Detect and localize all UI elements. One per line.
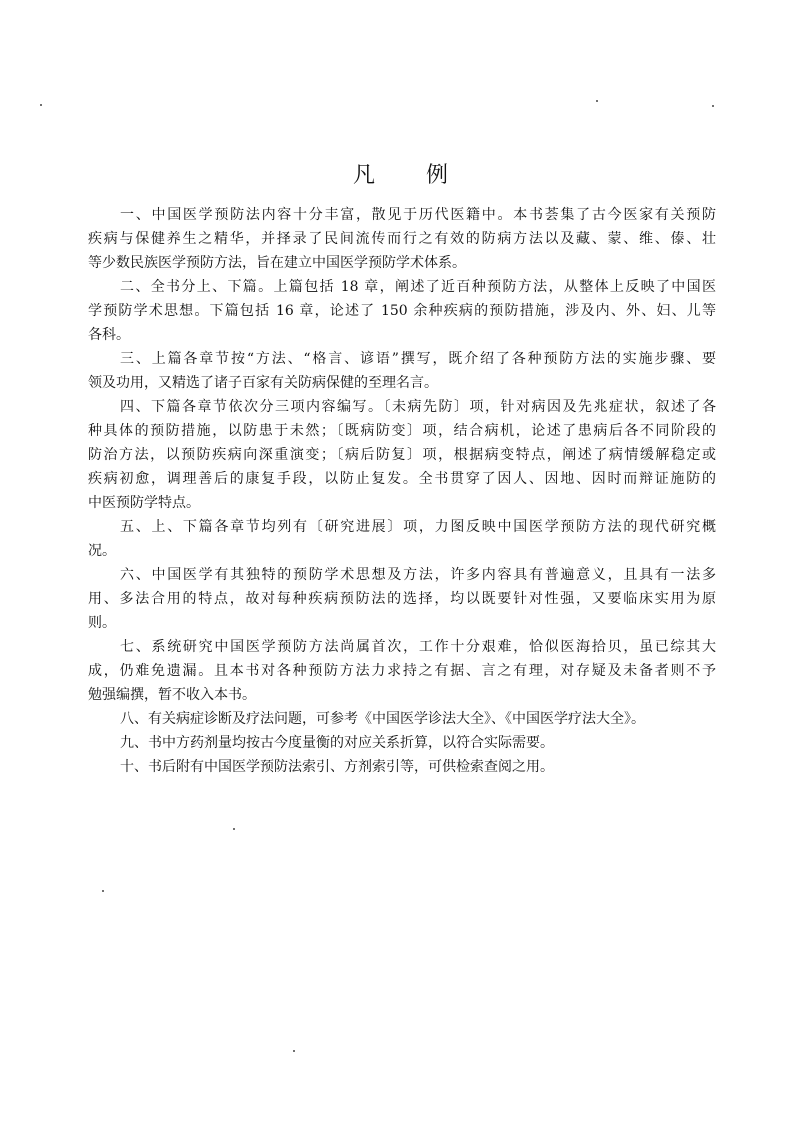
paragraph-line: 领及功用，又精选了诸子百家有关防病保健的至理名言。	[88, 375, 438, 391]
scan-speck	[712, 105, 714, 107]
paragraph-line: 五、上、下篇各章节均列有〔研究进展〕项，力图反映中国医学预防方法的现代研究概	[120, 519, 716, 535]
paragraph	[88, 395, 716, 515]
paragraph	[88, 275, 716, 347]
paragraph-line: 七、系统研究中国医学预防方法尚属首次，工作十分艰难，恰似医海拾贝，虽已综其大	[120, 639, 716, 655]
paragraph	[88, 515, 716, 563]
paragraph-line: 成，仍难免遗漏。且本书对各种预防方法力求持之有据、言之有理，对存疑及未备者则不予	[88, 663, 716, 679]
scan-speck	[40, 104, 42, 106]
scan-speck	[293, 1050, 295, 1052]
page-title: 凡 例	[353, 163, 470, 188]
paragraph-line: 中医预防学特点。	[88, 495, 200, 511]
paragraph-line: 疾病与保健养生之精华，并择录了民间流传而行之有效的防病方法以及藏、蒙、维、傣、壮	[88, 231, 716, 247]
paragraph-line: 疾病初愈，调理善后的康复手段，以防止复发。全书贯穿了因人、因地、因时而辩证施防的	[88, 471, 716, 487]
scan-speck	[102, 890, 104, 892]
paragraph-line: 防治方法，以预防疾病向深重演变；〔病后防复〕项，根据病变特点，阐述了病情缓解稳定或	[88, 447, 716, 463]
paragraph	[88, 563, 716, 635]
paragraph-line: 六、中国医学有其独特的预防学术思想及方法，许多内容具有普遍意义，且具有一法多	[120, 567, 716, 583]
paragraph-line: 况。	[88, 543, 116, 559]
paragraph	[88, 731, 716, 755]
paragraph	[88, 203, 716, 275]
paragraph-line: 种具体的预防措施，以防患于未然；〔既病防变〕项，结合病机，论述了患病后各不同阶段的	[88, 423, 716, 439]
paragraph-line: 三、上篇各章节按“方法、“格言、谚语”撰写，既介绍了各种预防方法的实施步骤、要	[120, 351, 716, 367]
paragraph-line: 八、有关病症诊断及疗法问题，可参考《中国医学诊法大全》、《中国医学疗法大全》。	[120, 711, 645, 727]
paragraph-line: 等少数民族医学预防方法，旨在建立中国医学预防学术体系。	[88, 255, 466, 271]
scan-speck	[596, 100, 598, 102]
paragraph-line: 则。	[88, 615, 116, 631]
paragraph-line: 学预防学术思想。下篇包括 16 章，论述了 150 余种疾病的预防措施，涉及内、外、妇、儿等	[88, 303, 716, 319]
document-body	[88, 203, 716, 779]
paragraph-line: 九、书中方药剂量均按古今度量衡的对应关系折算，以符合实际需要。	[120, 735, 554, 751]
paragraph-line: 一、中国医学预防法内容十分丰富，散见于历代医籍中。本书荟集了古今医家有关预防	[120, 207, 716, 223]
paragraph	[88, 635, 716, 707]
paragraph-line: 各科。	[88, 327, 130, 343]
paragraph-line: 二、全书分上、下篇。上篇包括 18 章，阐述了近百种预防方法，从整体上反映了中国医	[120, 279, 716, 295]
scan-speck	[233, 828, 235, 830]
paragraph	[88, 347, 716, 395]
paragraph-line: 四、下篇各章节依次分三项内容编写。〔未病先防〕项，针对病因及先兆症状，叙述了各	[120, 399, 716, 415]
paragraph-line: 勉强编撰，暂不收入本书。	[88, 687, 256, 703]
paragraph-line: 十、书后附有中国医学预防法索引、方剂索引等，可供检索查阅之用。	[120, 759, 554, 775]
paragraph	[88, 707, 716, 731]
paragraph	[88, 755, 716, 779]
paragraph-line: 用、多法合用的特点，故对每种疾病预防法的选择，均以既要针对性强，又要临床实用为原	[88, 591, 716, 607]
